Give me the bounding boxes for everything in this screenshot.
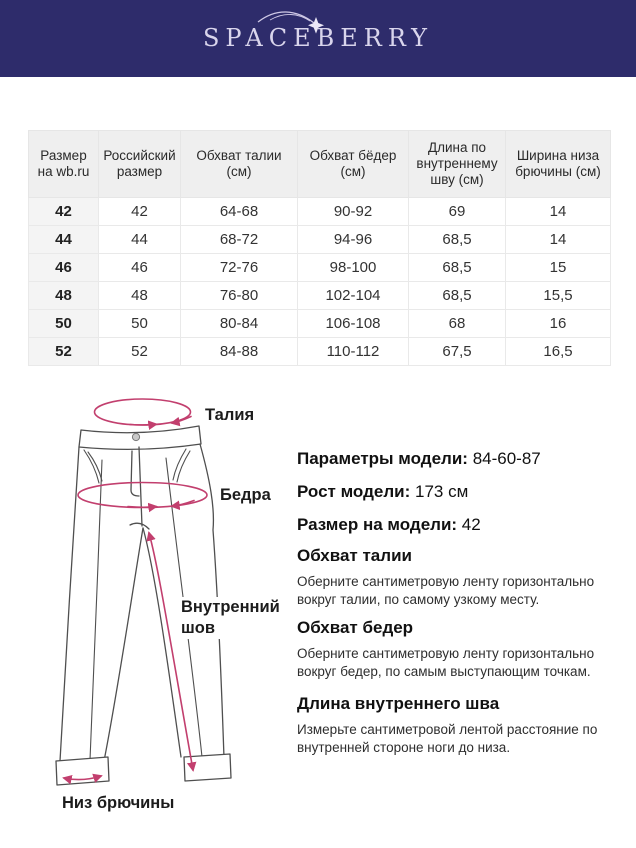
- size-cell: 68-72: [181, 226, 298, 254]
- column-header: Обхват талии (см): [181, 131, 298, 198]
- size-table: [28, 130, 611, 366]
- size-cell: 15: [506, 254, 611, 282]
- size-cell: 16,5: [506, 338, 611, 366]
- size-row: [29, 282, 611, 310]
- wb-size-cell: 46: [29, 254, 99, 282]
- size-cell: 80-84: [181, 310, 298, 338]
- size-cell: 15,5: [506, 282, 611, 310]
- column-header: Обхват бёдер (см): [298, 131, 409, 198]
- size-row: [29, 226, 611, 254]
- inseam-measure-line: [149, 533, 193, 770]
- guide-waist-section: [297, 546, 609, 609]
- guide-waist-title: Обхват талии: [297, 546, 412, 565]
- guide-inseam-section: [297, 694, 609, 757]
- size-cell: 110-112: [298, 338, 409, 366]
- model-params-line: [297, 442, 541, 475]
- wb-size-cell: 48: [29, 282, 99, 310]
- size-cell: 76-80: [181, 282, 298, 310]
- model-size-line: [297, 508, 541, 541]
- model-params-value: 84-60-87: [472, 449, 541, 468]
- size-cell: 69: [409, 198, 506, 226]
- size-cell: 68,5: [409, 226, 506, 254]
- measurement-marks: [64, 399, 207, 780]
- hem-label: Низ брючины: [62, 794, 175, 812]
- wb-size-cell: 52: [29, 338, 99, 366]
- model-size-label: Размер на модели:: [297, 515, 458, 534]
- guide-inseam-text: Измерьте сантиметровой лентой расстояние по внутренней стороне ноги до низа.: [297, 722, 598, 755]
- model-params-label: Параметры модели:: [297, 449, 468, 468]
- size-row: [29, 198, 611, 226]
- size-table-header-row: [29, 131, 611, 198]
- wb-size-cell: 44: [29, 226, 99, 254]
- size-cell: 44: [99, 226, 181, 254]
- guide-waist-text: Оберните сантиметровую ленту горизонтально вокруг талии, по самому узкому месту.: [297, 574, 595, 607]
- size-cell: 72-76: [181, 254, 298, 282]
- size-cell: 16: [506, 310, 611, 338]
- size-cell: 68,5: [409, 282, 506, 310]
- waist-label: Талия: [205, 406, 255, 424]
- inseam-label: Внутренний шов: [181, 597, 285, 639]
- size-row: [29, 338, 611, 366]
- hip-measure-ellipse: [78, 483, 207, 508]
- model-size-value: 42: [461, 515, 481, 534]
- guide-hips-title: Обхват бедер: [297, 618, 414, 637]
- size-cell: 84-88: [181, 338, 298, 366]
- model-info: [297, 442, 541, 541]
- column-header: Российский размер: [99, 131, 181, 198]
- model-height-line: [297, 475, 541, 508]
- size-cell: 42: [99, 198, 181, 226]
- model-height-label: Рост модели:: [297, 482, 411, 501]
- size-cell: 67,5: [409, 338, 506, 366]
- waist-measure-ellipse: [95, 399, 191, 425]
- size-cell: 106-108: [298, 310, 409, 338]
- size-cell: 48: [99, 282, 181, 310]
- size-cell: 94-96: [298, 226, 409, 254]
- size-cell: 46: [99, 254, 181, 282]
- column-header: Размер на wb.ru: [29, 131, 99, 198]
- size-cell: 52: [99, 338, 181, 366]
- size-cell: 14: [506, 198, 611, 226]
- guide-hips-section: [297, 618, 609, 681]
- size-cell: 98-100: [298, 254, 409, 282]
- size-cell: 14: [506, 226, 611, 254]
- hips-label: Бедра: [220, 486, 271, 504]
- column-header: Ширина низа брючины (см): [506, 131, 611, 198]
- brand-header: [0, 0, 636, 77]
- wb-size-cell: 42: [29, 198, 99, 226]
- model-height-value: 173 см: [414, 482, 469, 501]
- column-header: Длина по внутреннему шву (см): [409, 131, 506, 198]
- wb-size-cell: 50: [29, 310, 99, 338]
- brand-logo: SPACEBERRY: [202, 24, 433, 52]
- size-cell: 50: [99, 310, 181, 338]
- guide-hips-text: Оберните сантиметровую ленту горизонтально вокруг бедер, по самым выступающим точкам.: [297, 646, 595, 679]
- size-cell: 102-104: [298, 282, 409, 310]
- size-cell: 90-92: [298, 198, 409, 226]
- size-cell: 68: [409, 310, 506, 338]
- size-row: [29, 254, 611, 282]
- guide-inseam-title: Длина внутреннего шва: [297, 694, 500, 713]
- size-cell: 68,5: [409, 254, 506, 282]
- size-row: [29, 310, 611, 338]
- size-cell: 64-68: [181, 198, 298, 226]
